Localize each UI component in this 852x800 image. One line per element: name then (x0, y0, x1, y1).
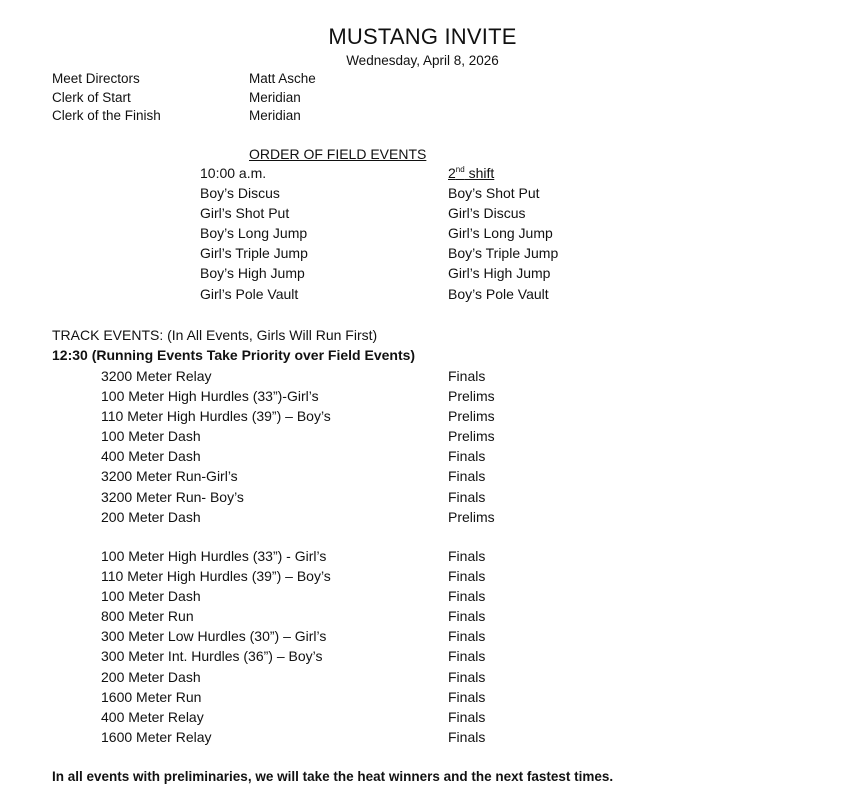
event-name: 400 Meter Relay (101, 708, 204, 725)
event-name: 1600 Meter Relay (101, 728, 212, 745)
meet-date: Wednesday, April 8, 2026 (346, 53, 499, 68)
track-event-row (101, 489, 495, 509)
officials-list (52, 71, 316, 127)
track-event-row (101, 729, 485, 749)
page-title: MUSTANG INVITE (328, 24, 517, 49)
track-event-row (101, 468, 495, 488)
track-event-row (101, 628, 485, 648)
track-events-heading: TRACK EVENTS: (In All Events, Girls Will Run First) (52, 327, 378, 343)
official-name: Matt Asche (249, 71, 316, 86)
event-name: 110 Meter High Hurdles (39”) – Boy’s (101, 408, 331, 425)
track-event-row (101, 689, 485, 709)
track-event-row (101, 388, 495, 408)
field-event-item: Girl’s Long Jump (448, 225, 553, 242)
track-event-row (101, 548, 485, 568)
field-event-item: Girl’s Shot Put (200, 205, 290, 222)
event-round: Finals (448, 448, 486, 465)
official-row (52, 108, 316, 127)
event-name: 3200 Meter Run- Boy’s (101, 488, 244, 505)
event-round: Finals (448, 588, 486, 605)
event-round: Prelims (448, 428, 495, 445)
event-name: 110 Meter High Hurdles (39”) – Boy’s (101, 568, 331, 585)
official-role: Clerk of the Finish (52, 108, 161, 123)
event-round: Finals (448, 488, 486, 505)
field-event-item: Boy’s Pole Vault (448, 285, 549, 302)
event-round: Finals (448, 548, 486, 564)
event-round: Finals (448, 368, 486, 384)
official-row (52, 90, 316, 109)
event-name: 100 Meter Dash (101, 428, 201, 445)
track-event-list-1 (101, 368, 495, 529)
event-name: 100 Meter High Hurdles (33”) - Girl’s (101, 548, 327, 564)
event-round: Finals (448, 568, 486, 585)
event-round: Finals (448, 708, 486, 725)
official-role: Meet Directors (52, 71, 140, 86)
event-name: 3200 Meter Run-Girl’s (101, 468, 238, 485)
event-round: Finals (448, 468, 486, 485)
event-round: Finals (448, 648, 486, 665)
event-name: 1600 Meter Run (101, 688, 202, 705)
field-events-heading: ORDER OF FIELD EVENTS (249, 146, 427, 162)
track-event-row (101, 568, 485, 588)
track-event-row (101, 509, 495, 529)
footnote: In all events with preliminaries, we will take the heat winners and the next fastest times. (52, 769, 614, 784)
track-event-row (101, 408, 495, 428)
field-event-item: Boy’s High Jump (200, 265, 305, 282)
event-round: Finals (448, 628, 486, 645)
field-event-item: Girl’s High Jump (448, 265, 551, 282)
field-event-item: Boy’s Shot Put (448, 185, 540, 202)
field-event-item: Boy’s Long Jump (200, 225, 308, 242)
track-event-row (101, 669, 485, 689)
event-name: 200 Meter Dash (101, 668, 201, 685)
second-shift-label (448, 165, 558, 185)
field-event-item: Girl’s Triple Jump (200, 245, 308, 262)
track-event-row (101, 709, 485, 729)
official-row (52, 71, 316, 90)
field-event-item: Girl’s Discus (448, 205, 526, 222)
second-shift-label-text: 2nd shift (448, 165, 495, 181)
event-round: Finals (448, 668, 486, 685)
track-event-row (101, 648, 485, 668)
event-name: 100 Meter High Hurdles (33”)-Girl’s (101, 388, 319, 405)
event-round: Finals (448, 728, 486, 745)
event-round: Finals (448, 608, 486, 625)
event-name: 300 Meter Low Hurdles (30”) – Girl’s (101, 628, 327, 645)
field-event-item: Boy’s Discus (200, 185, 280, 202)
field-event-item: Boy’s Triple Jump (448, 245, 559, 262)
event-name: 3200 Meter Relay (101, 368, 212, 384)
track-event-row (101, 428, 495, 448)
track-event-row (101, 448, 495, 468)
event-round: Prelims (448, 388, 495, 405)
track-event-row (101, 588, 485, 608)
event-name: 400 Meter Dash (101, 448, 201, 465)
event-name: 300 Meter Int. Hurdles (36”) – Boy’s (101, 648, 323, 665)
track-event-row (101, 608, 485, 628)
official-name: Meridian (249, 108, 301, 123)
second-shift-column (448, 165, 558, 306)
first-shift-column (200, 165, 308, 306)
track-event-row (101, 368, 495, 388)
track-event-list-2 (101, 548, 485, 749)
event-round: Finals (448, 688, 486, 705)
track-start-time: 12:30 (Running Events Take Priority over Field Events) (52, 347, 416, 363)
event-round: Prelims (448, 408, 495, 425)
official-role: Clerk of Start (52, 89, 131, 105)
event-name: 200 Meter Dash (101, 508, 201, 525)
event-name: 800 Meter Run (101, 608, 194, 625)
field-event-item: Girl’s Pole Vault (200, 285, 299, 302)
official-name: Meridian (249, 89, 301, 105)
event-name: 100 Meter Dash (101, 588, 201, 605)
first-shift-label: 10:00 a.m. (200, 165, 267, 181)
event-round: Prelims (448, 508, 495, 525)
